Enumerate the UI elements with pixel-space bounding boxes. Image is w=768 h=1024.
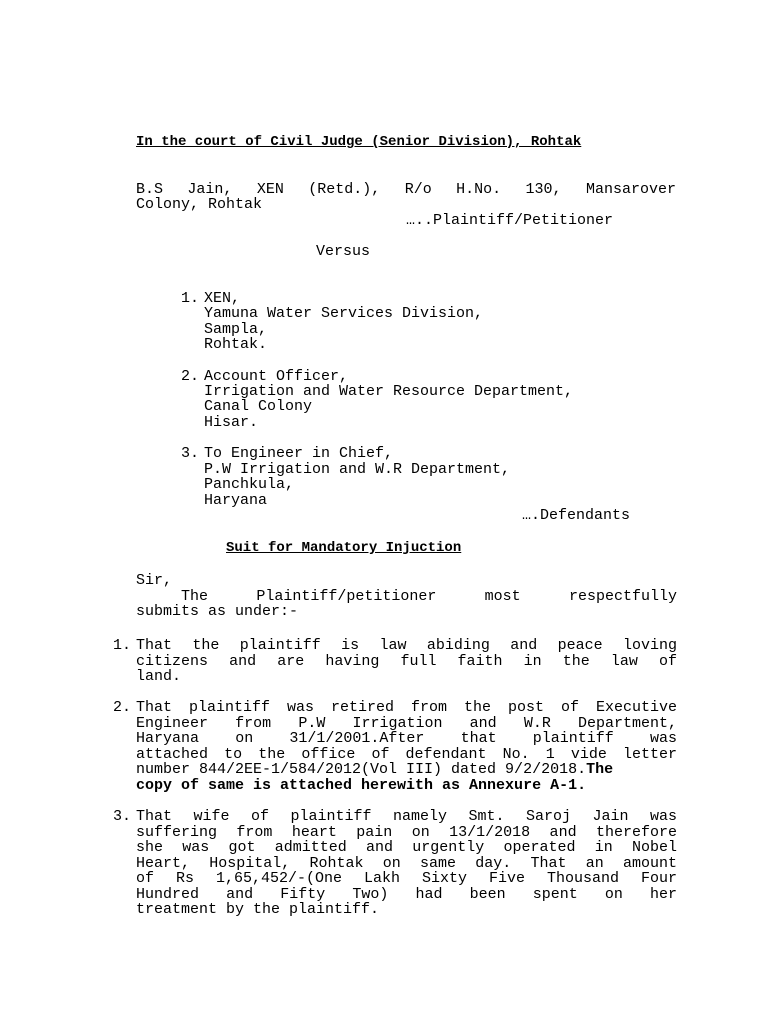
paragraph-line-text: number 844/2EE-1/584/2012(Vol III) dated 9/2/2018. bbox=[136, 761, 587, 778]
paragraph-line: she was got admitted and urgently operated in Nobel bbox=[136, 839, 677, 856]
plaintiff-role: …..Plaintiff/Petitioner bbox=[406, 212, 614, 229]
paragraph-number: 2. bbox=[113, 699, 132, 716]
paragraph-line: treatment by the plaintiff. bbox=[136, 901, 380, 918]
defendant-1-line: Sampla, bbox=[204, 321, 268, 338]
paragraph-number: 3. bbox=[113, 808, 132, 825]
defendants-role: ….Defendants bbox=[522, 507, 631, 524]
defendant-1-line: XEN, bbox=[204, 290, 241, 307]
defendant-1-line: Rohtak. bbox=[204, 336, 268, 353]
defendant-2-number: 2. bbox=[181, 368, 200, 385]
defendant-3-line: P.W Irrigation and W.R Department, bbox=[204, 461, 511, 478]
paragraph-line: Haryana on 31/1/2001.After that plaintiff was bbox=[136, 730, 677, 747]
paragraph-line: citizens and are having full faith in the law of bbox=[136, 653, 677, 670]
paragraph-line: suffering from heart pain on 13/1/2018 and therefore bbox=[136, 824, 677, 841]
plaintiff-line-2: Colony, Rohtak bbox=[136, 196, 263, 213]
paragraph-line: of Rs 1,65,452/-(One Lakh Sixty Five Thousand Four bbox=[136, 870, 677, 887]
defendant-3-line: Haryana bbox=[204, 492, 268, 509]
paragraph-line: land. bbox=[136, 668, 182, 685]
defendant-2-line: Irrigation and Water Resource Department, bbox=[204, 383, 574, 400]
suit-title: Suit for Mandatory Injuction bbox=[226, 540, 462, 556]
paragraph-line: Engineer from P.W Irrigation and W.R Department, bbox=[136, 715, 677, 732]
paragraph-number: 1. bbox=[113, 637, 132, 654]
plaintiff-line-1: B.S Jain, XEN (Retd.), R/o H.No. 130, Mansarover bbox=[136, 181, 676, 198]
salutation: Sir, bbox=[136, 572, 173, 589]
defendant-2-line: Hisar. bbox=[204, 414, 259, 431]
paragraph-line bbox=[136, 762, 613, 778]
paragraph-line-bold: copy of same is attached herewith as Annexure A-1. bbox=[136, 777, 587, 794]
paragraph-line-bold-text: The bbox=[586, 761, 614, 778]
versus-label: Versus bbox=[316, 243, 371, 260]
defendant-3-number: 3. bbox=[181, 445, 200, 462]
defendant-2-line: Account Officer, bbox=[204, 368, 349, 385]
paragraph-line: That the plaintiff is law abiding and peace loving bbox=[136, 637, 677, 654]
paragraph-line: That plaintiff was retired from the post of Executive bbox=[136, 699, 677, 716]
intro-line-1: The Plaintiff/petitioner most respectfully bbox=[181, 588, 677, 605]
paragraph-line: Heart, Hospital, Rohtak on same day. That an amount bbox=[136, 855, 677, 872]
paragraph-line: attached to the office of defendant No. 1 vide letter bbox=[136, 746, 677, 763]
defendant-2-line: Canal Colony bbox=[204, 398, 313, 415]
defendant-3-line: Panchkula, bbox=[204, 476, 295, 493]
paragraph-line: That wife of plaintiff namely Smt. Saroj Jain was bbox=[136, 808, 677, 825]
paragraph-line: Hundred and Fifty Two) had been spent on her bbox=[136, 886, 677, 903]
intro-line-2: submits as under:- bbox=[136, 603, 299, 620]
defendant-1-number: 1. bbox=[181, 290, 200, 307]
defendant-1-line: Yamuna Water Services Division, bbox=[204, 305, 484, 322]
court-title: In the court of Civil Judge (Senior Division), Rohtak bbox=[136, 134, 582, 150]
defendant-3-line: To Engineer in Chief, bbox=[204, 445, 394, 462]
